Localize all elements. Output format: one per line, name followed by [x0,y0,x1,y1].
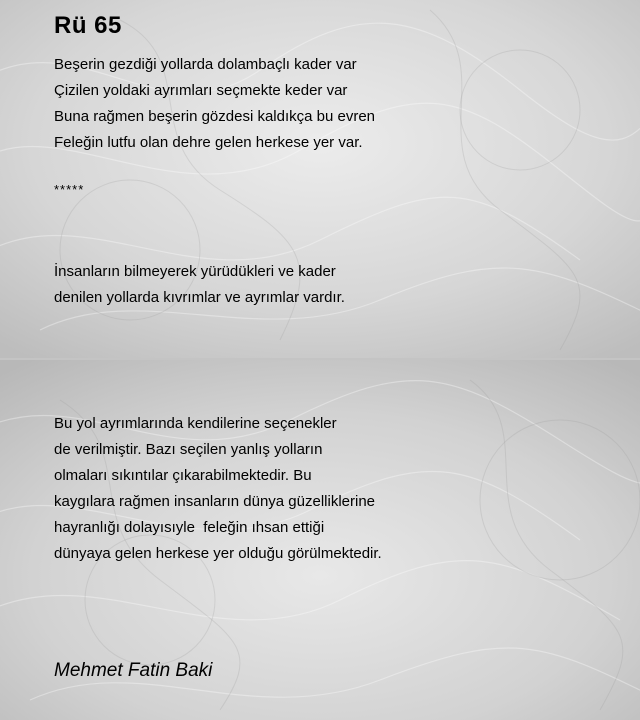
poem-line: dünyaya gelen herkese yer olduğu görülmektedir. [54,545,382,562]
poem-title: Rü 65 [54,12,122,39]
poem-line: olmaları sıkıntılar çıkarabilmektedir. Bu [54,467,312,484]
poem-line: de verilmiştir. Bazı seçilen yanlış yolların [54,441,323,458]
poem-line: İnsanların bilmeyerek yürüdükleri ve kader [54,263,336,280]
author-name: Mehmet Fatin Baki [54,660,213,681]
poem-line: Feleğin lutfu olan dehre gelen herkese yer var. [54,134,363,151]
poem-line: hayranlığı dolayısıyle feleğin ıhsan ettiği [54,519,325,536]
poem-line: Çizilen yoldaki ayrımları seçmekte keder var [54,82,348,99]
poem-line: Bu yol ayrımlarında kendilerine seçenekler [54,415,337,432]
stanza-2 [54,259,345,311]
poem-line: denilen yollarda kıvrımlar ve ayrımlar vardır. [54,289,345,306]
poem-line: Buna rağmen beşerin gözdesi kaldıkça bu evren [54,108,376,125]
stanza-separator: ***** [54,182,85,197]
stanza-3 [54,411,382,567]
poem-line: Beşerin gezdiği yollarda dolambaçlı kader var [54,56,357,73]
poem-line: kaygılara rağmen insanların dünya güzelliklerine [54,493,376,510]
stanza-1 [54,52,375,156]
band-divider [0,358,640,360]
